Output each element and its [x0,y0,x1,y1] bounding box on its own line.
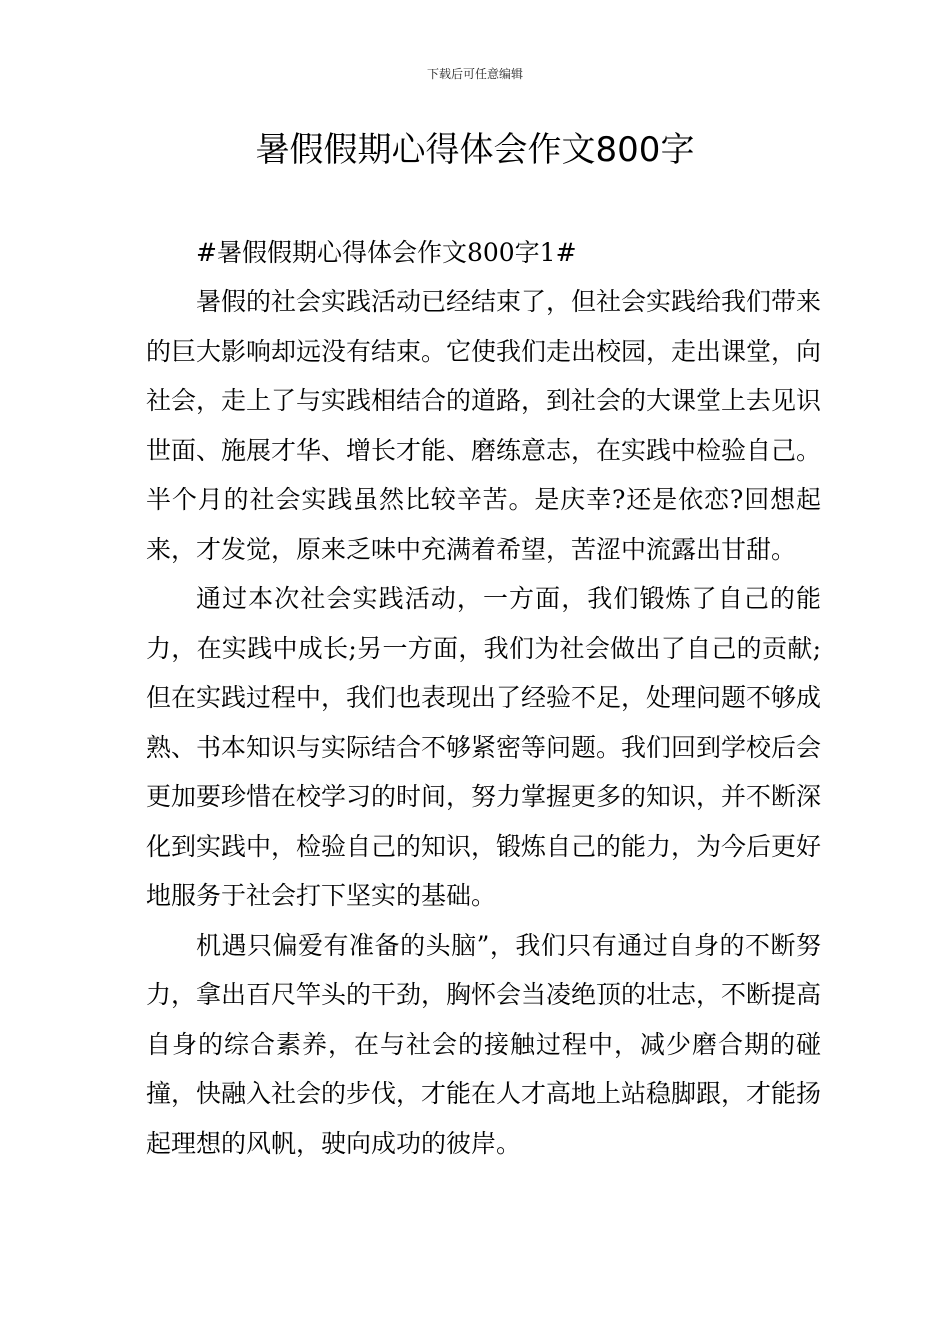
section-heading: #暑假假期心得体会作文800字1# [196,238,577,267]
header-note: 下载后可任意编辑 [426,67,523,81]
document-body [146,228,821,1168]
paragraph-1: 暑假的社会实践活动已经结束了，但社会实践给我们带来的巨大影响却远没有结束。它使我们走出校园，走出课堂，向社会，走上了与实践相结合的道路，到社会的大课堂上去见识世面、施展才华、增长才能、磨练意志，在实践中检验自己。半个月的社会实践虽然比较辛苦。是庆幸?还是依恋?回想起来，才发觉，原来乏味中充满着希望，苦涩中流露出甘甜。 [146,287,822,564]
document-title: 暑假假期心得体会作文800字 [255,130,695,170]
paragraph-2: 通过本次社会实践活动，一方面，我们锻炼了自己的能力，在实践中成长;另一方面，我们为社会做出了自己的贡献;但在实践过程中，我们也表现出了经验不足，处理问题不够成熟、书本知识与实际结合不够紧密等问题。我们回到学校后会更加要珍惜在校学习的时间，努力掌握更多的知识，并不断深化到实践中，检验自己的知识，锻炼自己的能力，为今后更好地服务于社会打下坚实的基础。 [146,584,822,910]
paragraph-3: 机遇只偏爱有准备的头脑”，我们只有通过自身的不断努力，拿出百尺竿头的干劲，胸怀会当凌绝顶的壮志，不断提高自身的综合素养，在与社会的接触过程中，减少磨合期的碰撞，快融入社会的步伐，才能在人才高地上站稳脚跟，才能扬起理想的风帆，驶向成功的彼岸。 [146,930,822,1158]
